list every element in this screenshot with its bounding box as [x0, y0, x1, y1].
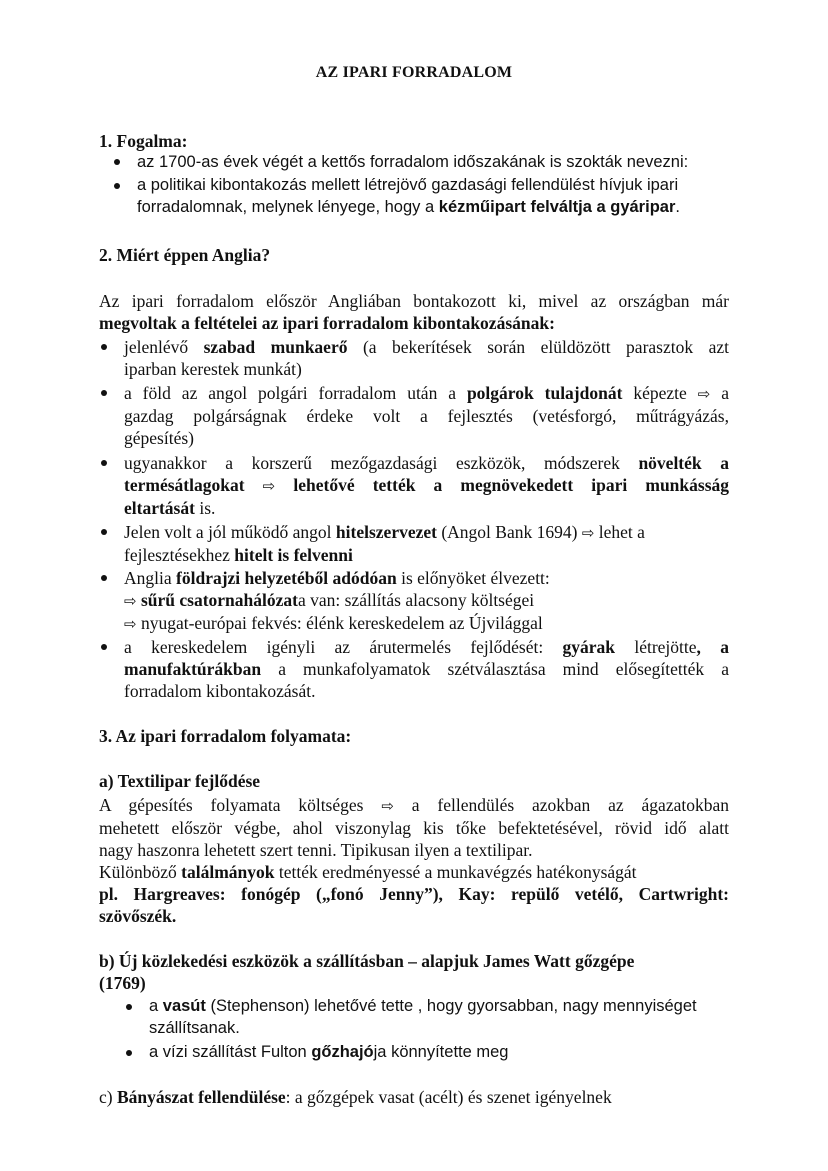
bold-run: találmányok — [181, 862, 275, 882]
subsection-b-heading-line-2: (1769) — [99, 973, 146, 993]
arrow-right-icon: ⇨ — [581, 524, 595, 542]
bullet-dot — [114, 183, 120, 189]
text-run: a vízi szállítást Fulton — [149, 1043, 312, 1061]
s1-bullet-1-text: az 1700-as évek végét a kettős forradalom időszakának is szokták nevezni: — [137, 153, 689, 171]
bold-run: kézműipart felváltja a gyáripar — [438, 198, 676, 216]
text-run: (Angol Bank 1694) — [436, 522, 582, 542]
text-run: létrejötte — [615, 637, 697, 657]
s2-item-1-line-1 — [124, 336, 729, 358]
a-line-5: pl. Hargreaves: fonógép („fonó Jenny”), Kay: repülő vetélő, Cartwright: — [99, 884, 729, 904]
a-line-2: mehetett először végbe, ahol viszonylag kis tőke befektetésével, rövid idő alatt — [99, 818, 729, 838]
s2-item-4-line-2 — [124, 544, 645, 566]
text-run: (a bekerítések során elüldözött parasztok azt — [347, 337, 729, 357]
section-1-heading: 1. Fogalma: — [99, 131, 188, 151]
s2-item-3-line-3 — [124, 497, 729, 519]
bullet-dot — [114, 159, 120, 165]
bold-run: lehetővé tették a megnövekedett ipari munkásság — [293, 475, 730, 495]
bold-run: , a — [696, 637, 729, 657]
b-item-1-line-1 — [149, 995, 697, 1017]
text-run: . — [675, 198, 680, 216]
bold-run: gőzhajó — [311, 1043, 374, 1061]
bold-run: manufaktúrákban — [124, 659, 262, 679]
section-2-heading: 2. Miért éppen Anglia? — [99, 245, 271, 265]
b-item-2 — [149, 1041, 508, 1063]
text-run: képezte — [622, 383, 698, 403]
arrow-right-icon: ⇨ — [697, 385, 711, 403]
s2-item-3-line-2 — [124, 474, 729, 497]
text-run: ugyanakkor a korszerű mezőgazdasági eszközök, módszerek — [124, 453, 639, 473]
s2-intro-line-2: megvoltak a feltételei az ipari forradalom kibontakozásának: — [99, 313, 555, 333]
s2-item-1 — [124, 336, 729, 380]
subsection-a-body — [99, 794, 729, 927]
b-item-1-line-2: szállítsanak. — [149, 1019, 240, 1037]
bold-run: eltartását — [124, 498, 195, 518]
subsection-a-heading: a) Textilipar fejlődése — [99, 771, 261, 791]
text-run: Jelen volt a jól működő angol — [124, 522, 336, 542]
s2-item-2-line-2: gazdag polgárságnak érdeke volt a fejlesztés (vetésforgó, műtrágyázás, — [124, 406, 729, 426]
arrow-right-icon: ⇨ — [124, 615, 137, 633]
bullet-dot — [101, 529, 107, 535]
text-run: nyugat-európai fekvés: élénk kereskedelem az Újvilággal — [140, 613, 543, 633]
arrow-right-icon: ⇨ — [124, 592, 137, 610]
text-run: ja könnyítette meg — [373, 1043, 509, 1061]
bullet-dot — [101, 344, 107, 350]
bold-run: földrajzi helyzetéből adódóan — [176, 568, 397, 588]
bold-run: Bányászat fellendülése — [116, 1087, 286, 1107]
a-line-6: szövőszék. — [99, 906, 177, 926]
bullet-dot — [126, 1050, 132, 1056]
bullet-dot — [101, 390, 107, 396]
bold-run: hitelszervezet — [335, 522, 437, 542]
text-run: A gépesítés folyamata költséges — [99, 795, 382, 815]
s2-item-1-line-2: iparban kerestek munkát) — [124, 359, 302, 379]
text-run: a — [149, 997, 163, 1015]
a-line-4 — [99, 861, 729, 883]
text-run: Anglia — [124, 568, 177, 588]
bold-run: termésátlagokat — [124, 475, 245, 495]
text-run: a munkafolyamatok szétválasztása mind elősegítették a — [261, 659, 729, 679]
s2-item-5-sub-1 — [124, 589, 550, 612]
s2-item-5 — [124, 567, 550, 635]
bold-run: polgárok tulajdonát — [466, 383, 623, 403]
s2-item-4-line-1 — [124, 521, 645, 544]
a-line-1 — [99, 794, 729, 817]
text-run: c) — [99, 1087, 117, 1107]
bold-run: hitelt is felvenni — [234, 545, 353, 565]
section-3-heading: 3. Az ipari forradalom folyamata: — [99, 726, 352, 746]
s2-intro-line-1: Az ipari forradalom először Angliában bontakozott ki, mivel az országban már — [99, 291, 729, 311]
a-line-3: nagy haszonra lehetett szert tenni. Tipikusan ilyen a textilipar. — [99, 840, 533, 860]
s2-item-5-line-1 — [124, 567, 550, 589]
text-run: a — [710, 383, 729, 403]
arrow-right-icon: ⇨ — [381, 797, 394, 815]
s2-item-2-line-1 — [124, 382, 729, 405]
s2-item-6-line-3: forradalom kibontakozását. — [124, 681, 316, 701]
text-run: jelenlévő — [124, 337, 204, 357]
text-run: Különböző — [99, 862, 182, 882]
s2-item-2 — [124, 382, 729, 449]
text-run: a van: szállítás alacsony költségei — [297, 590, 535, 610]
text-run: a kereskedelem igényli az árutermelés fejlődését: — [124, 637, 563, 657]
text-run: fejlesztésekhez — [124, 545, 235, 565]
s2-item-4 — [124, 521, 645, 566]
text-run: tették eredményessé a munkavégzés hatékonyságát — [274, 862, 637, 882]
subsection-b-heading — [99, 950, 634, 994]
bold-run: szabad munkaerő — [203, 337, 348, 357]
text-run: (Stephenson) lehetővé tette , hogy gyorsabban, nagy mennyiséget — [205, 997, 697, 1015]
text-run: is előnyöket élvezett: — [396, 568, 550, 588]
text-run: a föld az angol polgári forradalom után a — [124, 383, 467, 403]
bullet-dot — [101, 575, 107, 581]
subsection-b-heading-line-1: b) Új közlekedési eszközök a szállításban – alapjuk James Watt gőzgépe — [99, 951, 635, 971]
s2-item-5-sub-2 — [124, 612, 550, 635]
text-run: a fellendülés azokban az ágazatokban — [393, 795, 729, 815]
bullet-dot — [126, 1004, 132, 1010]
text-run: lehet a — [594, 522, 645, 542]
page-title: AZ IPARI FORRADALOM — [315, 64, 513, 81]
s1-bullet-2-line-2 — [137, 196, 680, 218]
s2-item-3 — [124, 452, 729, 519]
bold-run: vasút — [162, 997, 206, 1015]
s2-item-2-line-3: gépesítés) — [124, 428, 194, 448]
bold-run: gyárak — [562, 637, 616, 657]
text-run: forradalomnak, melynek lényege, hogy a — [137, 198, 439, 216]
s1-bullet-1 — [137, 151, 688, 173]
s2-item-3-line-1 — [124, 452, 729, 474]
bold-run: sűrű csatornahálózat — [140, 590, 298, 610]
arrow-right-icon: ⇨ — [262, 477, 276, 495]
b-item-2-line-1 — [149, 1041, 508, 1063]
s2-item-6 — [124, 636, 729, 702]
text-run: is. — [194, 498, 216, 518]
text-run: : a gőzgépek vasat (acélt) és szenet igényelnek — [285, 1087, 612, 1107]
bullet-dot — [101, 644, 107, 650]
b-item-1 — [149, 995, 697, 1039]
bold-run: növelték a — [638, 453, 729, 473]
s2-item-6-line-1 — [124, 636, 729, 658]
s1-bullet-2-line-1: a politikai kibontakozás mellett létrejövő gazdasági fellendülést hívjuk ipari — [137, 176, 679, 194]
s2-item-6-line-2 — [124, 658, 729, 680]
bullet-dot — [101, 460, 107, 466]
s1-bullet-2 — [137, 174, 680, 218]
subsection-c — [99, 1087, 612, 1108]
s2-intro — [99, 290, 729, 334]
